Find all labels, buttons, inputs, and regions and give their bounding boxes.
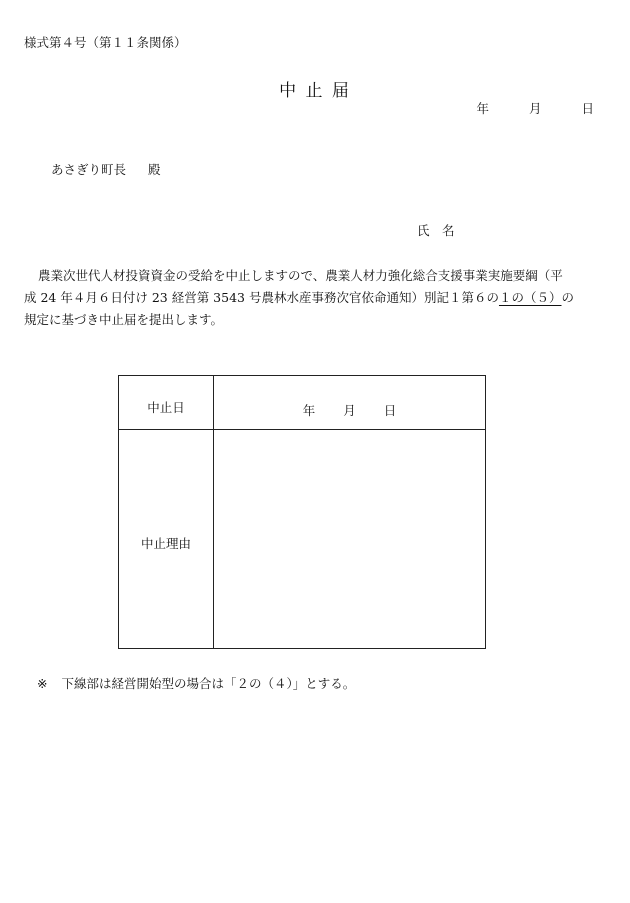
form-number: 様式第４号（第１１条関係） <box>24 35 187 50</box>
date-year-label: 年 <box>476 101 489 116</box>
body-line-1: 農業次世代人材投資資金の受給を中止しますので、農業人材力強化総合支援事業実施要綱（平 <box>38 268 563 283</box>
footnote <box>37 674 355 692</box>
submission-date-line <box>476 99 594 117</box>
date-day-label: 日 <box>581 101 594 116</box>
stop-date-field[interactable] <box>214 401 485 419</box>
applicant-name-label: 氏 名 <box>417 223 455 238</box>
stop-date-day: 日 <box>383 403 397 418</box>
body-paragraph <box>24 265 602 331</box>
addressee-honorific: 殿 <box>148 162 161 177</box>
body-line-2: 成 24 年４月６日付け 23 経営第 3543 号農林水産事務次官依命通知）別記１第６の１の（５）の <box>24 290 574 305</box>
document-title: 中 止 届 <box>279 81 351 101</box>
date-month-label: 月 <box>528 101 542 116</box>
stop-info-table <box>118 375 486 649</box>
stop-reason-field[interactable] <box>214 430 485 648</box>
body-line-3: 規定に基づき中止届を提出します。 <box>24 312 224 327</box>
addressee <box>51 160 161 178</box>
stop-date-year: 年 <box>302 403 316 418</box>
underlined-clause: １の（５） <box>498 290 562 305</box>
footnote-mark: ※ <box>37 676 48 691</box>
stop-date-label: 中止日 <box>147 400 185 415</box>
footnote-text: 下線部は経営開始型の場合は「２の（４）」とする。 <box>61 676 356 691</box>
stop-reason-label: 中止理由 <box>140 536 191 551</box>
stop-date-month: 月 <box>343 403 356 418</box>
addressee-name: あさぎり町長 <box>51 162 127 177</box>
